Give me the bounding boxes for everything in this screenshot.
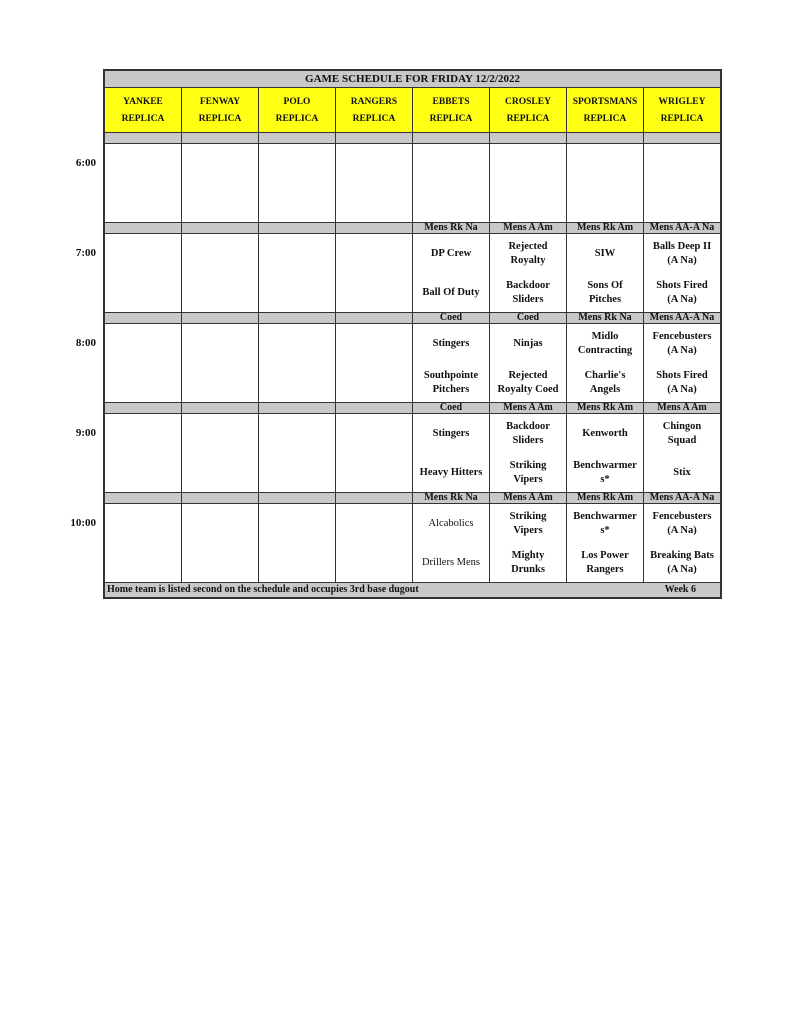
team-name: Southpointe Pitchers: [423, 369, 479, 395]
division-label: [259, 403, 336, 413]
division-label: [182, 313, 259, 323]
team-name: [336, 363, 412, 402]
division-label: Mens A Am: [657, 403, 707, 413]
field-column-cell: [105, 144, 182, 222]
field-column-cell: [413, 414, 490, 492]
field-sub: REPLICA: [660, 114, 704, 124]
team-name: [336, 543, 412, 582]
team-name: Backdoor Sliders: [506, 279, 550, 305]
time-label: 8:00: [75, 337, 96, 349]
team-name: Sons Of Pitches: [587, 279, 623, 305]
field-column-cell: [182, 414, 259, 492]
team-name: [182, 414, 258, 453]
field-column-cell: [567, 144, 644, 222]
field-column-cell: [182, 504, 259, 582]
field-column-cell: [644, 324, 720, 402]
time-slot-row: [103, 234, 722, 313]
team-name: [567, 144, 643, 183]
division-label: [336, 493, 413, 503]
team-name: Ball Of Duty: [422, 286, 480, 298]
division-band: [103, 493, 722, 504]
team-name: Rejected Royalty Coed: [497, 369, 559, 395]
field-sub: REPLICA: [506, 114, 550, 124]
team-name: [490, 144, 566, 183]
team-name: Striking Vipers: [509, 459, 547, 485]
time-label: 10:00: [70, 517, 96, 529]
field-header-crosley: [490, 88, 567, 132]
division-label: [259, 223, 336, 233]
team-name: [182, 453, 258, 492]
division-label: [182, 223, 259, 233]
field-column-cell: [259, 234, 336, 312]
division-label: Mens AA-A Na: [649, 313, 715, 323]
team-name: Benchwarmer s*: [573, 459, 637, 485]
field-column-cell: [336, 234, 413, 312]
field-column-cell: [413, 234, 490, 312]
team-name: [336, 504, 412, 543]
team-name: Striking Vipers: [509, 510, 547, 536]
time-label: 9:00: [75, 427, 96, 439]
field-column-cell: [644, 414, 720, 492]
team-name: [644, 183, 720, 222]
field-column-cell: [259, 504, 336, 582]
team-name: [105, 414, 181, 453]
field-header-wrigley: [644, 88, 720, 132]
team-name: Alcabolics: [428, 517, 474, 529]
team-name: [336, 183, 412, 222]
division-label: [259, 133, 336, 143]
field-column-cell: [490, 504, 567, 582]
division-label: [413, 133, 490, 143]
division-label: [105, 403, 182, 413]
division-label: Mens AA-A Na: [649, 493, 715, 503]
team-name: [182, 273, 258, 312]
field-column-cell: [259, 324, 336, 402]
field-header-sportsmans: [567, 88, 644, 132]
time-label: 7:00: [75, 247, 96, 259]
team-name: [259, 234, 335, 273]
field-sub: REPLICA: [275, 114, 319, 124]
team-name: Stingers: [432, 427, 470, 439]
division-label: [336, 313, 413, 323]
field-sub: REPLICA: [198, 114, 242, 124]
field-column-cell: [105, 234, 182, 312]
team-name: [567, 183, 643, 222]
team-name: DP Crew: [430, 247, 472, 259]
team-name: [336, 414, 412, 453]
team-name: Los Power Rangers: [581, 549, 629, 575]
field-sub: REPLICA: [429, 114, 473, 124]
team-name: [105, 273, 181, 312]
field-column-cell: [413, 144, 490, 222]
field-column-cell: [105, 414, 182, 492]
team-name: Chingon Squad: [662, 420, 702, 446]
team-name: [182, 144, 258, 183]
field-name: YANKEE: [123, 97, 163, 107]
team-name: Shots Fired (A Na): [656, 369, 708, 395]
field-header-polo: [259, 88, 336, 132]
division-label: Coed: [490, 313, 567, 323]
division-label: Mens A Am: [490, 493, 567, 503]
team-name: [259, 543, 335, 582]
division-label: [182, 403, 259, 413]
field-name: FENWAY: [199, 97, 241, 107]
field-column-cell: [413, 324, 490, 402]
schedule-sheet: [103, 69, 722, 599]
field-column-cell: [259, 414, 336, 492]
division-label: [259, 313, 336, 323]
team-name: [105, 363, 181, 402]
team-name: Backdoor Sliders: [506, 420, 550, 446]
field-header-fenway: [182, 88, 259, 132]
field-column-cell: [644, 504, 720, 582]
field-column-cell: [490, 414, 567, 492]
team-name: [182, 363, 258, 402]
division-label: [567, 133, 644, 143]
team-name: [336, 453, 412, 492]
team-name: [336, 273, 412, 312]
team-name: Ninjas: [513, 337, 543, 349]
division-label: [182, 133, 259, 143]
time-slots: [103, 133, 722, 583]
division-label: [105, 313, 182, 323]
division-label: Mens Rk Am: [567, 493, 644, 503]
field-column-cell: [644, 234, 720, 312]
field-column-cell: [336, 144, 413, 222]
team-name: [490, 183, 566, 222]
team-name: [259, 504, 335, 543]
time-slot-row: [103, 414, 722, 493]
field-name: EBBETS: [432, 97, 470, 107]
field-sub: REPLICA: [352, 114, 396, 124]
team-name: [413, 183, 489, 222]
division-label: Coed: [413, 313, 490, 323]
team-name: [182, 324, 258, 363]
week-label: Week 6: [664, 584, 696, 595]
division-label: [105, 493, 182, 503]
team-name: [259, 453, 335, 492]
field-column-cell: [567, 504, 644, 582]
team-name: [182, 504, 258, 543]
division-label: Mens Rk Na: [413, 493, 490, 503]
field-column-cell: [490, 144, 567, 222]
team-name: [182, 543, 258, 582]
division-label: [259, 493, 336, 503]
team-name: SIW: [594, 247, 616, 259]
team-name: [105, 234, 181, 273]
team-name: Balls Deep II (A Na): [652, 240, 712, 266]
field-column-cell: [567, 414, 644, 492]
team-name: [259, 414, 335, 453]
division-label: Mens Rk Am: [567, 223, 644, 233]
team-name: [336, 324, 412, 363]
team-name: Fencebusters (A Na): [652, 330, 712, 356]
team-name: Stix: [673, 466, 691, 478]
field-name: POLO: [283, 97, 311, 107]
field-name: SPORTSMANS: [572, 97, 638, 107]
team-name: [259, 144, 335, 183]
field-column-cell: [259, 144, 336, 222]
field-column-cell: [182, 144, 259, 222]
time-slot-row: [103, 504, 722, 583]
division-band: [103, 133, 722, 144]
field-header-rangers: [336, 88, 413, 132]
team-name: Breaking Bats (A Na): [650, 549, 714, 575]
field-column-cell: [490, 324, 567, 402]
team-name: Heavy Hitters: [419, 466, 483, 478]
field-header-ebbets: [413, 88, 490, 132]
team-name: [259, 324, 335, 363]
field-column-cell: [105, 324, 182, 402]
footer-note: Home team is listed second on the schedule and occupies 3rd base dugout: [107, 584, 419, 595]
division-label: Mens Rk Na: [413, 223, 490, 233]
division-label: Mens Rk Na: [567, 313, 644, 323]
team-name: Drillers Mens: [421, 556, 481, 568]
field-column-cell: [567, 324, 644, 402]
team-name: [105, 543, 181, 582]
team-name: [259, 183, 335, 222]
team-name: [182, 183, 258, 222]
division-band: [103, 403, 722, 414]
time-slot-row: [103, 324, 722, 403]
team-name: [644, 144, 720, 183]
schedule-title: GAME SCHEDULE FOR FRIDAY 12/2/2022: [103, 69, 722, 88]
team-name: [336, 234, 412, 273]
division-label: [182, 493, 259, 503]
division-label: Mens A Am: [490, 223, 567, 233]
division-label: [336, 133, 413, 143]
division-band: [103, 223, 722, 234]
field-column-cell: [336, 324, 413, 402]
team-name: [105, 144, 181, 183]
schedule-footer: [103, 583, 722, 599]
team-name: [259, 273, 335, 312]
field-column-cell: [105, 504, 182, 582]
team-name: [105, 453, 181, 492]
field-column-cell: [490, 234, 567, 312]
field-name: WRIGLEY: [658, 97, 706, 107]
division-label: Mens Rk Am: [567, 403, 644, 413]
field-name: CROSLEY: [505, 97, 551, 107]
team-name: Rejected Royalty: [508, 240, 548, 266]
division-label: [336, 403, 413, 413]
team-name: [182, 234, 258, 273]
team-name: Shots Fired (A Na): [656, 279, 708, 305]
field-column-cell: [182, 324, 259, 402]
team-name: [105, 324, 181, 363]
division-label: [490, 133, 567, 143]
team-name: Mighty Drunks: [511, 549, 545, 575]
division-label: Coed: [413, 403, 490, 413]
division-label: [105, 223, 182, 233]
team-name: Kenworth: [582, 427, 628, 439]
time-label: 6:00: [75, 157, 96, 169]
team-name: Midlo Contracting: [577, 330, 633, 356]
field-header-yankee: [105, 88, 182, 132]
team-name: Stingers: [432, 337, 470, 349]
field-column-cell: [336, 504, 413, 582]
team-name: [105, 504, 181, 543]
division-label: [644, 133, 720, 143]
team-name: [336, 144, 412, 183]
field-column-cell: [644, 144, 720, 222]
field-sub: REPLICA: [121, 114, 165, 124]
division-label: [336, 223, 413, 233]
division-label: Mens AA-A Na: [649, 223, 715, 233]
field-column-cell: [413, 504, 490, 582]
division-label: [105, 133, 182, 143]
team-name: [413, 144, 489, 183]
field-column-cell: [336, 414, 413, 492]
division-band: [103, 313, 722, 324]
field-column-cell: [182, 234, 259, 312]
team-name: Benchwarmer s*: [573, 510, 637, 536]
field-header-row: [103, 88, 722, 133]
team-name: [105, 183, 181, 222]
field-column-cell: [567, 234, 644, 312]
team-name: [259, 363, 335, 402]
field-name: RANGERS: [350, 97, 398, 107]
team-name: Fencebusters (A Na): [652, 510, 712, 536]
team-name: Charlie's Angels: [584, 369, 626, 395]
division-label: Mens A Am: [490, 403, 567, 413]
time-slot-row: [103, 144, 722, 223]
field-sub: REPLICA: [583, 114, 627, 124]
